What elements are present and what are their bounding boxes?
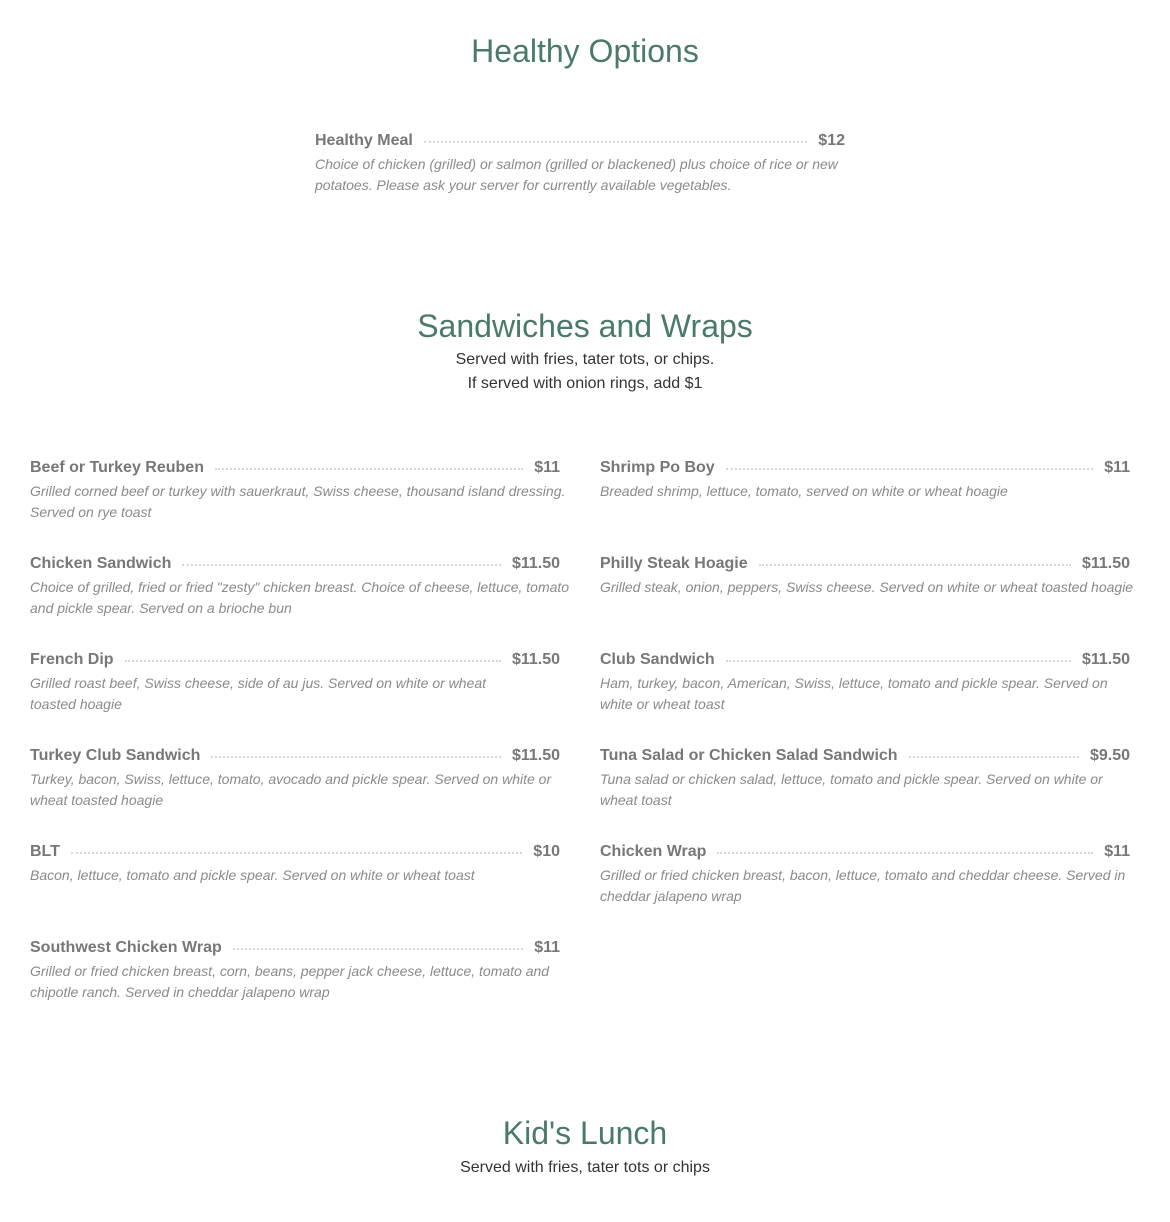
menu-item-chicken-sandwich xyxy=(30,554,570,619)
menu-item-philly-steak-hoagie xyxy=(600,554,1134,598)
item-name: Club Sandwich xyxy=(600,651,715,668)
item-description: Grilled steak, onion, peppers, Swiss cheese. Served on white or wheat toasted hoagie xyxy=(600,579,1134,595)
item-price: $11.50 xyxy=(1081,555,1130,572)
item-name: Chicken Sandwich xyxy=(30,555,172,572)
menu-item-club-sandwich xyxy=(600,650,1130,715)
item-name: Chicken Wrap xyxy=(600,843,707,860)
item-name: BLT xyxy=(30,843,60,860)
menu-item-chicken-wrap xyxy=(600,842,1130,907)
item-description: Turkey, bacon, Swiss, lettuce, tomato, avocado and pickle spear. Served on white or wheat toasted hoagie xyxy=(30,771,552,808)
menu-item-turkey-club-sandwich xyxy=(30,746,560,811)
dot-leader xyxy=(726,468,1094,470)
item-description: Choice of chicken (grilled) or salmon (grilled or blackened) plus choice of rice or new potatoes. Please ask your server for currently available vegetables. xyxy=(315,156,838,193)
item-price: $11.50 xyxy=(1081,651,1130,668)
menu-item-healthy-meal xyxy=(315,131,845,196)
item-name: Philly Steak Hoagie xyxy=(600,555,748,572)
item-price: $11 xyxy=(1104,843,1130,860)
menu-item-shrimp-po-boy xyxy=(600,458,1130,502)
item-price: $11 xyxy=(534,459,560,476)
item-name: Tuna Salad or Chicken Salad Sandwich xyxy=(600,747,898,764)
section-subtitle-note: If served with onion rings, add $1 xyxy=(467,375,703,392)
item-price: $12 xyxy=(818,132,845,149)
item-description: Tuna salad or chicken salad, lettuce, tomato and pickle spear. Served on white or wheat toast xyxy=(600,771,1103,808)
item-price: $10 xyxy=(533,843,560,860)
menu-item-tuna-or-chicken-salad-sandwich xyxy=(600,746,1130,811)
item-description: Ham, turkey, bacon, American, Swiss, lettuce, tomato and pickle spear. Served on white or wheat toast xyxy=(600,675,1108,712)
section-title-healthy-options: Healthy Options xyxy=(471,33,699,69)
item-name: Shrimp Po Boy xyxy=(600,459,715,476)
item-description: Breaded shrimp, lettuce, tomato, served on white or wheat hoagie xyxy=(600,483,1008,499)
item-description: Grilled or fried chicken breast, bacon, lettuce, tomato and cheddar cheese. Served in cheddar jalapeno wrap xyxy=(600,867,1126,904)
item-description: Grilled roast beef, Swiss cheese, side of au jus. Served on white or wheat toasted hoagie xyxy=(30,675,487,712)
item-price: $11.50 xyxy=(511,747,560,764)
dot-leader xyxy=(424,141,807,143)
item-name: Southwest Chicken Wrap xyxy=(30,939,222,956)
dot-leader xyxy=(211,756,501,758)
item-name: Turkey Club Sandwich xyxy=(30,747,201,764)
section-subtitle: Served with fries, tater tots, or chips. xyxy=(455,351,715,368)
item-name: Beef or Turkey Reuben xyxy=(30,459,204,476)
dot-leader xyxy=(182,564,501,566)
dot-leader xyxy=(233,948,523,950)
item-price: $11.50 xyxy=(511,555,560,572)
item-description: Grilled corned beef or turkey with sauerkraut, Swiss cheese, thousand island dressing. Served on rye toast xyxy=(30,483,566,520)
item-description: Grilled or fried chicken breast, corn, beans, pepper jack cheese, lettuce, tomato and chipotle ranch. Served in cheddar jalapeno wrap xyxy=(30,963,550,1000)
menu-item-french-dip xyxy=(30,650,560,715)
item-price: $11 xyxy=(534,939,560,956)
menu-item-blt xyxy=(30,842,560,886)
item-price: $11.50 xyxy=(511,651,560,668)
dot-leader xyxy=(717,852,1093,854)
item-description: Bacon, lettuce, tomato and pickle spear. Served on white or wheat toast xyxy=(30,867,475,883)
dot-leader xyxy=(71,852,522,854)
item-price: $11 xyxy=(1104,459,1130,476)
item-description: Choice of grilled, fried or fried "zesty" chicken breast. Choice of cheese, lettuce, tomato and pickle spear. Served on a brioche bun xyxy=(30,579,570,616)
item-name: Healthy Meal xyxy=(315,132,413,149)
dot-leader xyxy=(759,564,1071,566)
menu-item-beef-or-turkey-reuben xyxy=(30,458,566,523)
dot-leader xyxy=(909,756,1079,758)
menu-item-southwest-chicken-wrap xyxy=(30,938,560,1003)
dot-leader xyxy=(125,660,501,662)
item-price: $9.50 xyxy=(1089,747,1130,764)
section-title-sandwiches-and-wraps: Sandwiches and Wraps xyxy=(417,308,753,344)
item-name: French Dip xyxy=(30,651,114,668)
dot-leader xyxy=(215,468,523,470)
section-title-kids-lunch: Kid's Lunch xyxy=(502,1115,668,1151)
section-subtitle: Served with fries, tater tots or chips xyxy=(460,1159,710,1176)
dot-leader xyxy=(726,660,1071,662)
